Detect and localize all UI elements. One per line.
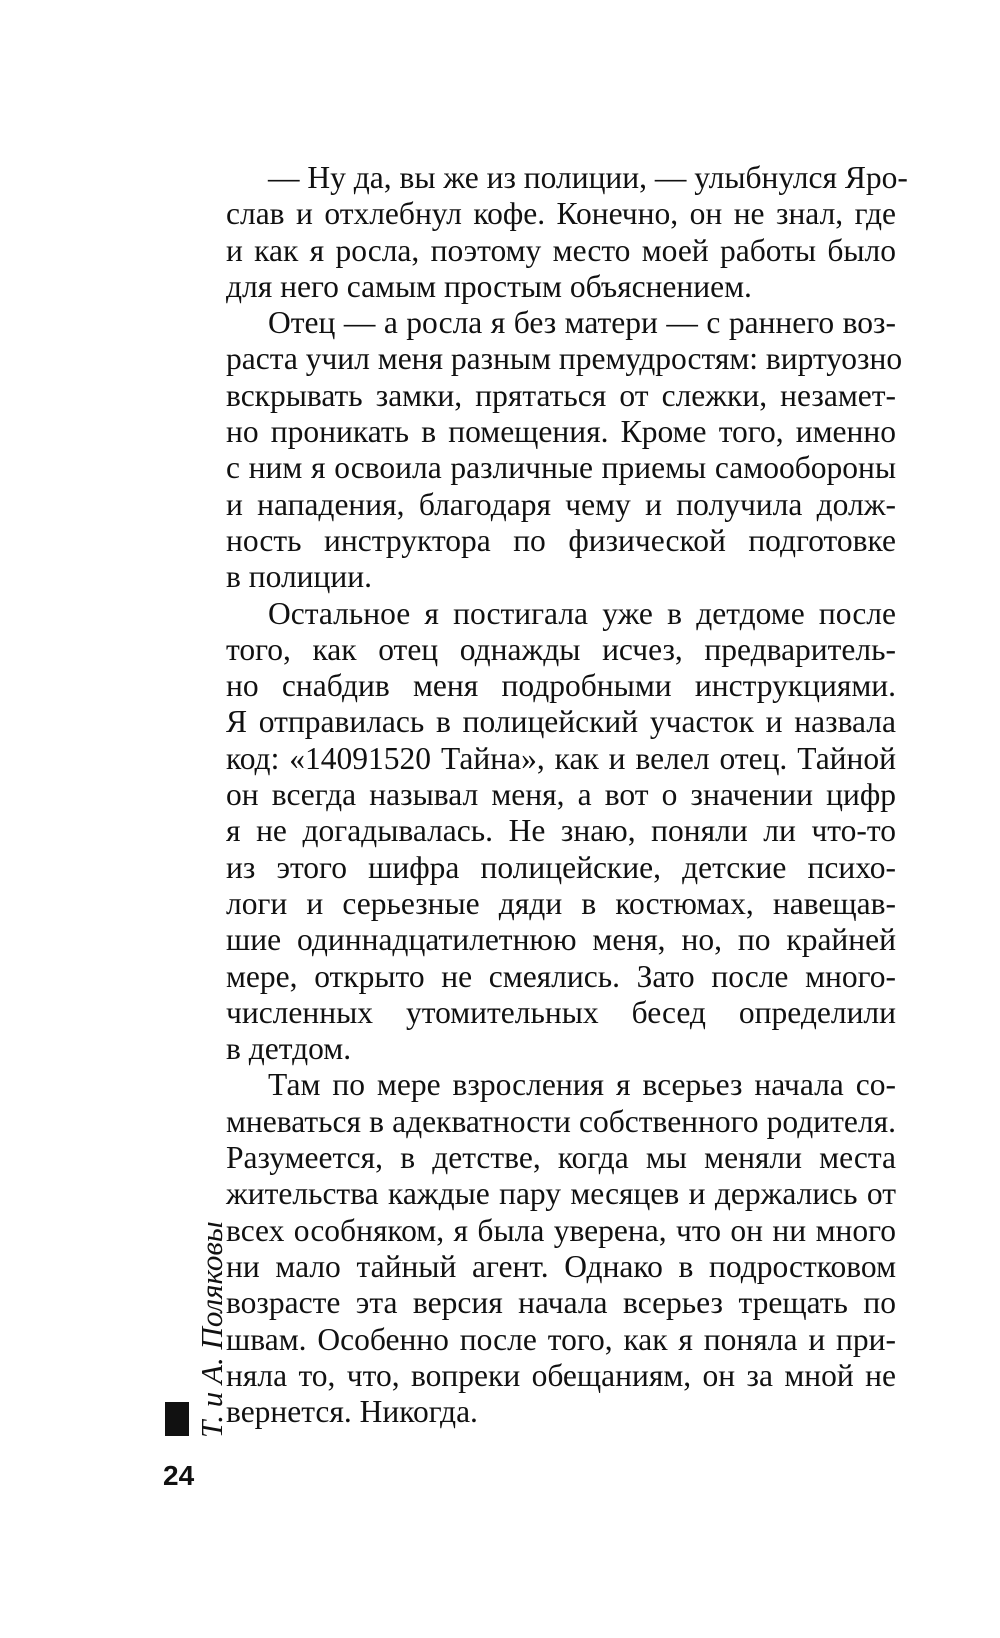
text-line: того, как отец однажды исчез, предваритель- (226, 631, 896, 667)
text-line: в полиции. (226, 559, 372, 595)
text-line: швам. Особенно после того, как я поняла и при- (226, 1321, 896, 1357)
text-line: — Ну да, вы же из полиции, — улыбнулся Яро- (268, 160, 908, 195)
text-line: шие одиннадцатилетнюю меня, но, по крайней (226, 922, 896, 958)
running-head: Т. и А. Поляковы (194, 1221, 229, 1438)
paragraph-3 (226, 596, 896, 1068)
text-line: в детдом. (226, 1031, 352, 1067)
text-line: но проникать в помещения. Кроме того, именно (226, 414, 896, 450)
text-line: и нападения, благодаря чему и получила долж- (226, 486, 896, 522)
text-line: раста учил меня разным премудростям: виртуозно (226, 341, 903, 377)
text-line: вскрывать замки, прятаться от слежки, незамет- (226, 377, 896, 413)
text-line: вернется. Никогда. (226, 1394, 478, 1430)
text-line: слав и отхлебнул кофе. Конечно, он не знал, где (226, 196, 896, 232)
text-line: с ним я освоила различные приемы самообороны (226, 450, 896, 486)
text-line: ность инструктора по физической подготовке (226, 522, 896, 558)
text-line: жительства каждые пару месяцев и держались от (226, 1176, 896, 1212)
text-line: няла то, что, вопреки обещаниям, он за мной не (226, 1357, 896, 1393)
text-line: ни мало тайный агент. Однако в подростковом (226, 1248, 896, 1284)
text-line: мневаться в адекватности собственного родителя. (226, 1103, 896, 1139)
text-line: но снабдив меня подробными инструкциями. (226, 668, 896, 704)
text-line: Отец — а росла я без матери — с раннего воз- (268, 305, 896, 341)
text-line: я не догадывалась. Не знаю, поняли ли что-то (226, 813, 896, 849)
text-line: Разумеется, в детстве, когда мы меняли места (226, 1140, 896, 1176)
text-line: всех особняком, я была уверена, что он ни много (226, 1212, 896, 1248)
running-head-marker (165, 1402, 189, 1436)
text-line: Остальное я постигала уже в детдоме после (268, 595, 896, 631)
text-line: мере, открыто не смеялись. Зато после много- (226, 958, 896, 994)
text-line: и как я росла, поэтому место моей работы было (226, 232, 896, 268)
paragraph-2 (226, 305, 903, 595)
text-line: логи и серьезные дяди в костюмах, навещав- (226, 885, 896, 921)
text-line: код: «14091520 Тайна», как и велел отец. Тайной (226, 740, 896, 776)
text-line: численных утомительных бесед определили (226, 994, 896, 1030)
paragraph-1 (226, 160, 908, 305)
page-number: 24 (163, 1460, 195, 1491)
text-line: он всегда называл меня, а вот о значении цифр (226, 777, 896, 813)
text-line: для него самым простым объяснением. (226, 268, 752, 304)
body-text (226, 160, 908, 1430)
paragraph-4 (226, 1067, 896, 1430)
text-line: Я отправилась в полицейский участок и назвала (226, 704, 896, 740)
text-line: из этого шифра полицейские, детские психо- (226, 849, 896, 885)
text-line: Там по мере взросления я всерьез начала со- (268, 1067, 896, 1103)
text-line: возрасте эта версия начала всерьез трещать по (226, 1285, 896, 1321)
